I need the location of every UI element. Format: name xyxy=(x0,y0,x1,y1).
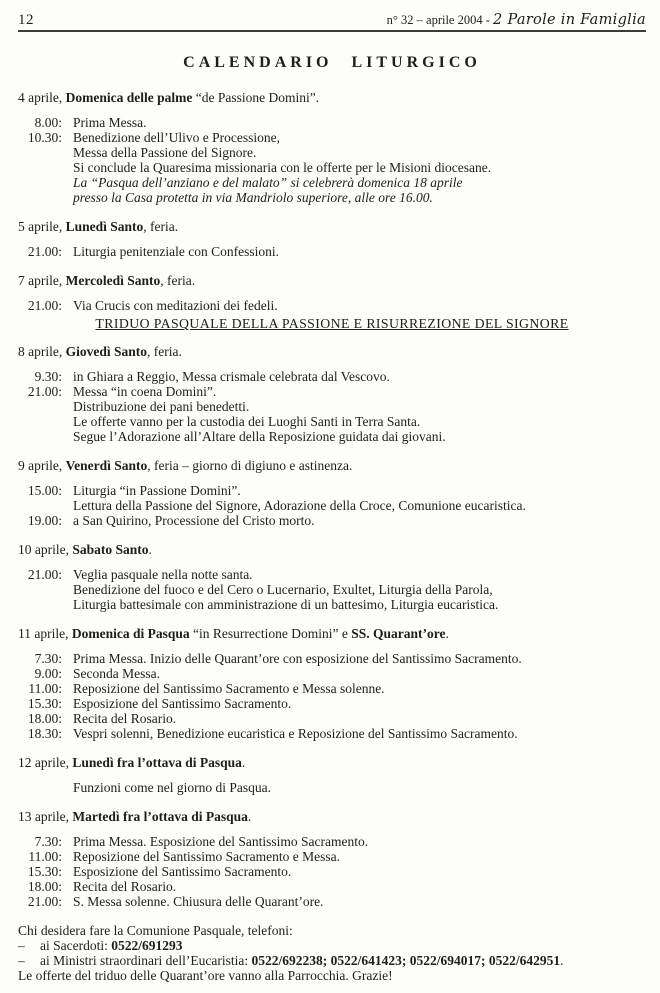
event-line: Messa “in coena Domini”. xyxy=(73,384,217,399)
event-row xyxy=(18,894,646,909)
event-time: 18.30: xyxy=(27,726,62,741)
footer-dash: – xyxy=(18,938,25,953)
footer-line xyxy=(18,923,646,938)
date-run: . xyxy=(148,542,152,557)
event-time: 11.00: xyxy=(28,849,62,864)
date-run: . xyxy=(247,809,252,824)
event-time: 18.00: xyxy=(27,879,62,894)
event-line: Esposizione del Santissimo Sacramento. xyxy=(73,696,292,711)
event-line: Seconda Messa. xyxy=(73,666,160,681)
day-section xyxy=(18,90,646,205)
header-right xyxy=(387,10,646,30)
date-run: Martedì fra l’ottava di Pasqua xyxy=(72,809,248,824)
page-number: 12 xyxy=(18,12,34,28)
event-row xyxy=(18,298,646,313)
date-run: Domenica di Pasqua xyxy=(71,626,190,641)
event-row xyxy=(18,115,646,130)
event-desc xyxy=(73,115,147,130)
event-line: Recita del Rosario. xyxy=(73,879,177,894)
event-line: Esposizione del Santissimo Sacramento. xyxy=(73,864,292,879)
date-line xyxy=(18,90,646,105)
event-line: Lettura della Passione del Signore, Adorazione della Croce, Comunione eucaristica. xyxy=(73,498,526,513)
footer-text xyxy=(18,968,393,983)
page-title: CALENDARIO LITURGICO xyxy=(183,54,481,71)
event-row xyxy=(18,864,646,879)
footer-text xyxy=(40,938,183,953)
event-row xyxy=(18,244,646,259)
event-line: S. Messa solenne. Chiusura delle Quarant’ore. xyxy=(73,894,324,909)
date-run: , feria. xyxy=(143,219,179,234)
date-run: 12 aprile, xyxy=(18,755,73,770)
event-time: 19.00: xyxy=(27,513,62,528)
event-desc xyxy=(73,849,340,864)
event-line: Funzioni come nel giorno di Pasqua. xyxy=(73,780,271,795)
footer-run: ai Ministri straordinari dell’Eucaristia: xyxy=(40,953,252,968)
footer-run: 0522/692238; 0522/641423; 0522/694017; 0522/642951 xyxy=(251,953,561,968)
event-row xyxy=(18,780,646,795)
date-run: Lunedì fra l’ottava di Pasqua xyxy=(72,755,242,770)
issue-info: n° 32 – aprile 2004 - xyxy=(386,13,494,27)
event-line: Distribuzione dei pani benedetti. xyxy=(73,399,250,414)
event-line: Prima Messa. Inizio delle Quarant’ore con esposizione del Santissimo Sacramento. xyxy=(73,651,522,666)
day-section xyxy=(18,273,646,313)
date-run: . xyxy=(445,626,449,641)
date-run: “de Passione Domini”. xyxy=(192,90,320,105)
event-desc xyxy=(73,651,522,666)
event-desc xyxy=(73,483,526,513)
event-desc xyxy=(73,298,278,313)
event-desc xyxy=(73,879,176,894)
event-time: 10.30: xyxy=(27,130,62,145)
date-run: . xyxy=(241,755,246,770)
date-line xyxy=(18,458,646,473)
date-run: 10 aprile, xyxy=(18,542,73,557)
date-run: Sabato Santo xyxy=(72,542,149,557)
event-row xyxy=(18,834,646,849)
event-desc xyxy=(73,711,176,726)
event-row xyxy=(18,567,646,612)
date-line xyxy=(18,626,646,641)
event-row xyxy=(18,369,646,384)
date-run: Domenica delle palme xyxy=(65,90,193,105)
date-run: 5 aprile, xyxy=(18,219,66,234)
event-desc xyxy=(73,864,291,879)
date-line xyxy=(18,344,646,359)
date-run: Venerdì Santo xyxy=(65,458,148,473)
date-run: Mercoledì Santo xyxy=(65,273,161,288)
footer-line xyxy=(18,938,646,953)
date-run: 9 aprile, xyxy=(18,458,66,473)
day-section xyxy=(18,219,646,259)
event-desc xyxy=(73,834,368,849)
footer-run: Le offerte del triduo delle Quarant’ore vanno alla Parrocchia. Grazie! xyxy=(18,968,393,983)
event-line: La “Pasqua dell’anziano e del malato” si celebrerà domenica 18 aprile xyxy=(73,175,463,190)
event-row xyxy=(18,711,646,726)
event-desc xyxy=(73,567,498,612)
event-row xyxy=(18,384,646,444)
event-line: Benedizione dell’Ulivo e Processione, xyxy=(73,130,280,145)
footer-line xyxy=(18,968,646,983)
day-section xyxy=(18,344,646,444)
event-time: 8.00: xyxy=(34,115,62,130)
event-line: Benedizione del fuoco e del Cero o Lucernario, Exultet, Liturgia della Parola, xyxy=(73,582,493,597)
event-line: Messa della Passione del Signore. xyxy=(73,145,257,160)
masthead-title: 2 Parole in Famiglia xyxy=(493,12,646,28)
day-section xyxy=(18,542,646,612)
event-line: a San Quirino, Processione del Cristo morto. xyxy=(73,513,315,528)
date-run: , feria – giorno di digiuno e astinenza. xyxy=(147,458,353,473)
date-run: 8 aprile, xyxy=(18,344,66,359)
event-line: Veglia pasquale nella notte santa. xyxy=(73,567,253,582)
footer-line xyxy=(18,953,646,968)
event-line: Liturgia “in Passione Domini”. xyxy=(73,483,241,498)
date-run: , feria. xyxy=(147,344,182,359)
event-desc xyxy=(73,130,491,205)
day-section xyxy=(18,755,646,795)
footer-dash: – xyxy=(18,953,25,968)
date-run: , feria. xyxy=(160,273,196,288)
event-row xyxy=(18,483,646,513)
footer-run: 0522/691293 xyxy=(111,938,183,953)
event-line: presso la Casa protetta in via Mandriolo superiore, alle ore 16.00. xyxy=(73,190,433,205)
event-row xyxy=(18,726,646,741)
date-line xyxy=(18,809,646,824)
triduo-section-heading: TRIDUO PASQUALE DELLA PASSIONE E RISURREZIONE DEL SIGNORE xyxy=(95,316,569,331)
page-header xyxy=(18,10,646,30)
event-row xyxy=(18,681,646,696)
event-line: Vespri solenni, Benedizione eucaristica e Reposizione del Santissimo Sacramento. xyxy=(73,726,518,741)
event-time: 18.00: xyxy=(27,711,62,726)
event-time: 7.30: xyxy=(34,651,62,666)
day-section xyxy=(18,809,646,909)
footer xyxy=(18,923,646,983)
event-desc xyxy=(73,681,385,696)
footer-text xyxy=(18,923,293,938)
event-row xyxy=(18,651,646,666)
event-row xyxy=(18,130,646,205)
event-line: Le offerte vanno per la custodia dei Luoghi Santi in Terra Santa. xyxy=(73,414,421,429)
event-time: 7.30: xyxy=(34,834,62,849)
calendar-sections xyxy=(18,90,646,909)
event-time: 21.00: xyxy=(27,894,62,909)
event-line: Reposizione del Santissimo Sacramento e Messa. xyxy=(73,849,340,864)
event-desc xyxy=(73,369,390,384)
event-desc xyxy=(73,780,271,795)
day-section xyxy=(18,626,646,741)
footer-run: Chi desidera fare la Comunione Pasquale, telefoni: xyxy=(18,923,293,938)
event-desc xyxy=(73,894,323,909)
date-run: “in Resurrectione Domini” e xyxy=(189,626,352,641)
event-row xyxy=(18,879,646,894)
event-line: Prima Messa. Esposizione del Santissimo Sacramento. xyxy=(73,834,369,849)
event-time: 15.30: xyxy=(27,696,62,711)
date-line xyxy=(18,755,646,770)
event-time: 21.00: xyxy=(27,384,62,399)
date-line xyxy=(18,542,646,557)
event-time: 15.00: xyxy=(27,483,62,498)
date-line xyxy=(18,219,646,234)
event-time: 15.30: xyxy=(27,864,62,879)
date-run: 7 aprile, xyxy=(18,273,66,288)
event-row xyxy=(18,513,646,528)
date-line xyxy=(18,273,646,288)
event-time: 21.00: xyxy=(27,298,62,313)
event-desc xyxy=(73,726,518,741)
day-section xyxy=(18,458,646,528)
footer-run: ai Sacerdoti: xyxy=(40,938,112,953)
footer-text xyxy=(40,953,563,968)
event-line: Prima Messa. xyxy=(73,115,147,130)
event-row xyxy=(18,849,646,864)
event-time: 21.00: xyxy=(27,244,62,259)
date-run: 4 aprile, xyxy=(18,90,66,105)
event-line: Liturgia penitenziale con Confessioni. xyxy=(73,244,279,259)
event-desc xyxy=(73,384,446,444)
event-row xyxy=(18,696,646,711)
event-line: Recita del Rosario. xyxy=(73,711,177,726)
event-desc xyxy=(73,244,279,259)
date-run: SS. Quarant’ore xyxy=(351,626,446,641)
footer-run: . xyxy=(560,953,564,968)
header-rule xyxy=(18,30,646,32)
date-run: Lunedì Santo xyxy=(65,219,144,234)
event-time: 9.30: xyxy=(34,369,62,384)
event-line: Liturgia battesimale con amministrazione di un battesimo, Liturgia eucaristica. xyxy=(73,597,499,612)
event-line: Segue l’Adorazione all’Altare della Reposizione guidata dai giovani. xyxy=(73,429,446,444)
event-time: 21.00: xyxy=(27,567,62,582)
event-row xyxy=(18,666,646,681)
event-line: Reposizione del Santissimo Sacramento e Messa solenne. xyxy=(73,681,385,696)
event-time: 9.00: xyxy=(34,666,62,681)
event-time: 11.00: xyxy=(28,681,62,696)
event-time xyxy=(18,780,62,795)
date-run: 11 aprile, xyxy=(18,626,72,641)
date-run: Giovedì Santo xyxy=(65,344,147,359)
event-line: Via Crucis con meditazioni dei fedeli. xyxy=(73,298,278,313)
event-desc xyxy=(73,696,291,711)
event-desc xyxy=(73,513,314,528)
event-line: in Ghiara a Reggio, Messa crismale celebrata dal Vescovo. xyxy=(73,369,390,384)
event-desc xyxy=(73,666,160,681)
event-line: Si conclude la Quaresima missionaria con le offerte per le Misioni diocesane. xyxy=(73,160,492,175)
date-run: 13 aprile, xyxy=(18,809,73,824)
